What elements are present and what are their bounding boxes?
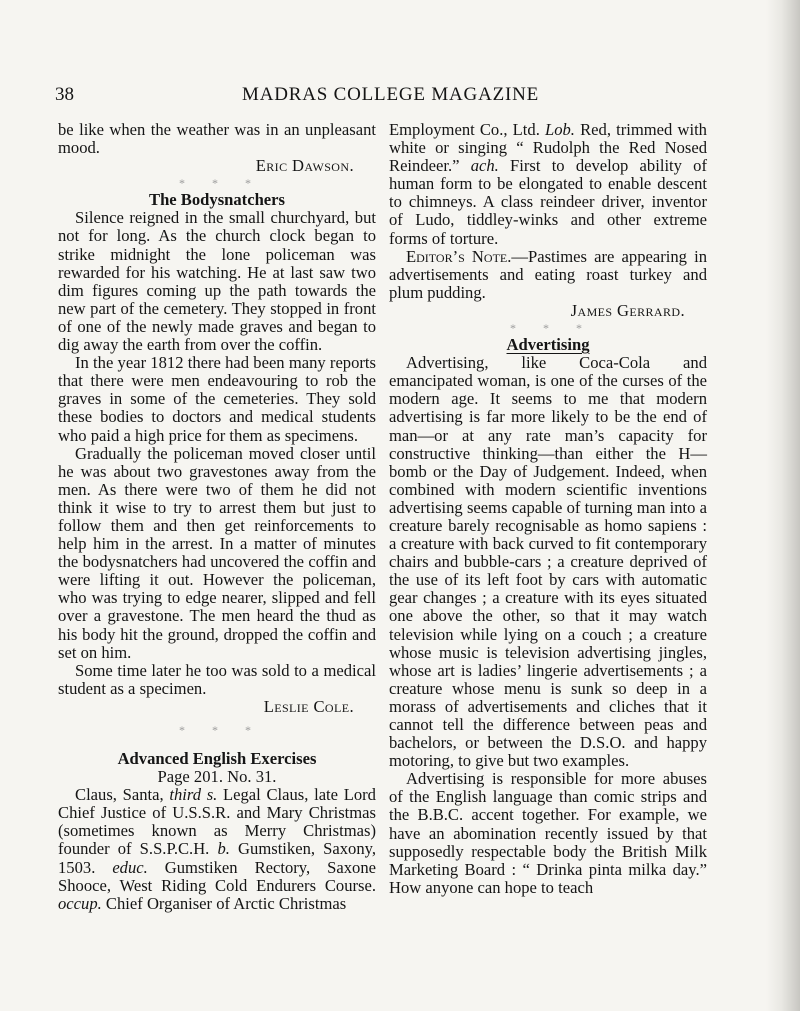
- editors-note-label: Editor’s Note.: [406, 246, 512, 266]
- advertising-paragraph-1: Advertising, like Coca-Cola and emancipated woman, is one of the curses of the modern age. It seems to me that modern advertising is far more likely to be the end of man—or at any rate man’s capacity for constructive thinking—than either the H—bomb or the Day of Judgement. Indeed, when combined with modern scientific inventions advertising seems capable of turning man into a creature barely recognisable as homo sapiens : a creature with back curved to fit contemporary chairs and bubble-cars ; a creature deprived of the use of its left foot by cars with automatic gear changes ; a creature with its eyes situated one above the other, so that it may watch television while lying on a couch ; a creature whose music is television advertising jingles, whose art is ladies’ lingerie advertisements ; a creature whose menu is sunk so deep in a morass of advertisements and cliches that it cannot tell the difference between peas and bachelors, or between the D.S.O. and happy motoring, to give but two examples.: [389, 353, 707, 771]
- bodysnatchers-paragraph-4: Some time later he too was sold to a medical student as a specimen.: [58, 660, 376, 698]
- exercises-heading: Advanced English Exercises: [117, 749, 317, 768]
- section-divider-stars: * * *: [510, 321, 594, 336]
- author-eric-dawson: Eric Dawson.: [255, 156, 354, 176]
- bodysnatchers-paragraph-2: In the year 1812 there had been many reports that there were men endeavouring to rob the graves in some of the cemeteries. They sold these bodies to doctors and medical students who paid a high price for them as specimens.: [58, 353, 376, 445]
- bodysnatchers-paragraph-1: Silence reigned in the small churchyard, but not for long. As the church clock began to strike midnight the lone policeman was rewarded for his watching. He at last saw two dim figures coming up the path towards the new part of the cemetery. They stopped in front of one of the newly made graves and began to dig away the earth from over the coffin.: [58, 208, 376, 355]
- bodysnatchers-paragraph-3: Gradually the policeman moved closer until he was about two gravestones away from the men. As there were two of them he did not think it wise to try to arrest them but just to follow them and then get reinforcements to help him in the arrest. In a matter of minutes the bodysnatchers had uncovered the coffin and were lifting it out. However the policeman, who was trying to edge nearer, slipped and fell over a gravestone. The men heard the thud as his body hit the ground, dropped the coffin and set on him.: [58, 443, 376, 662]
- page-edge-shadow: [766, 0, 800, 1011]
- left-column: [58, 121, 376, 913]
- page-number: 38: [55, 84, 74, 105]
- advertising-paragraph-2: Advertising is responsible for more abuses of the English language than comic strips and the B.B.C. accent together. For example, we have an abomination recently issued by that supposedly respectable body the British Milk Marketing Board : “ Drinka pinta milka day.” How anyone can hope to teach: [389, 769, 707, 897]
- author-leslie-cole: Leslie Cole.: [263, 696, 354, 716]
- author-james-gerrard: James Gerrard.: [570, 300, 685, 320]
- editors-note: Editor’s Note.—Pastimes are appearing in advertisements and eating roast turkey and plum pudding.: [389, 246, 708, 302]
- exercises-paragraph: Claus, Santa, third s. Legal Claus, late Lord Chief Justice of U.S.S.R. and Mary Christmas (sometimes known as Merry Christmas) founder of S.S.P.C.H. b. Gumstiken, Saxony, 1503. educ. Gumstiken Rectory, Saxone Shooce, West Riding Cold Endurers Course. occup. Chief Organiser of Arctic Christmas: [58, 785, 377, 913]
- page-header: [55, 84, 755, 108]
- section-divider-stars: * * *: [179, 723, 263, 737]
- advertising-heading: Advertising: [506, 335, 590, 355]
- section-divider-stars: * * *: [179, 176, 263, 191]
- running-title: MADRAS COLLEGE MAGAZINE: [242, 84, 540, 105]
- dawson-closing-text: be like when the weather was in an unpleasant mood.: [58, 120, 376, 158]
- exercises-subheading: Page 201. No. 31.: [157, 767, 277, 787]
- exercises-continuation: Employment Co., Ltd. Lob. Red, trimmed with white or singing “ Rudolph the Red Nosed Reindeer.” ach. First to develop ability of human form to be elongated to enable descent to chimneys. A class reindeer driver, inventor of Ludo, tiddley-winks and other extreme forms of torture.: [389, 120, 707, 248]
- right-column: [389, 121, 707, 897]
- bodysnatchers-heading: The Bodysnatchers: [149, 190, 285, 210]
